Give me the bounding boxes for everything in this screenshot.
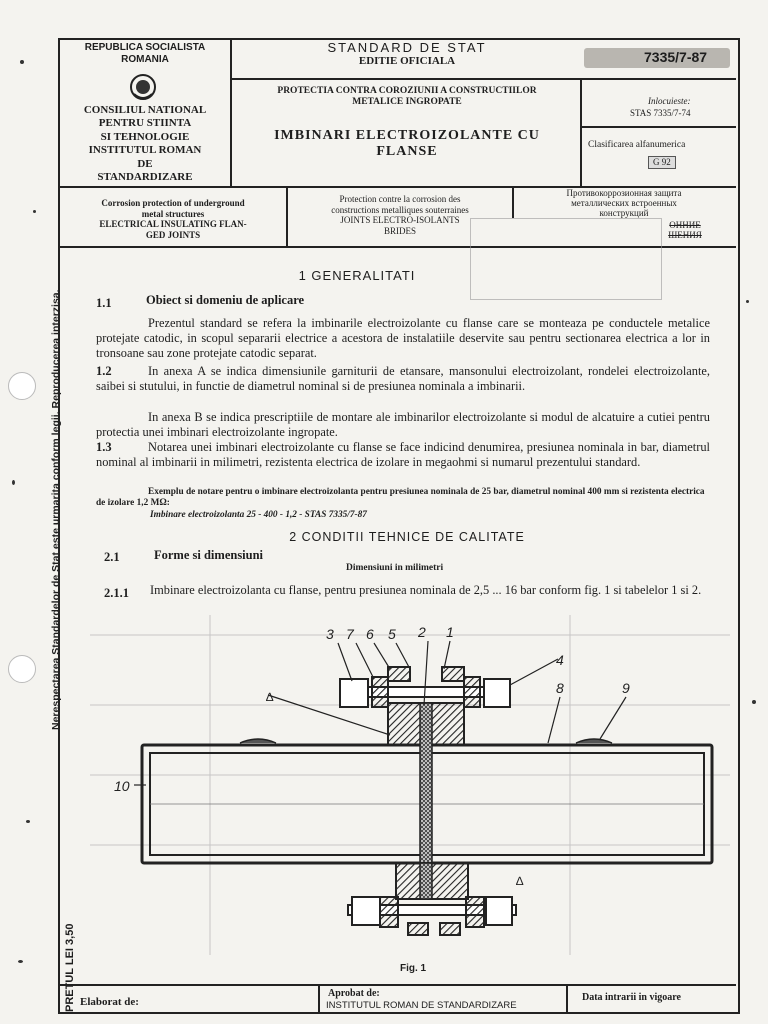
header-divider: [580, 126, 736, 128]
clause-number: 2.1.1: [104, 586, 129, 600]
part-label: 3: [326, 626, 334, 642]
price-label: PRETUL LEI 3,50: [64, 923, 76, 1012]
part-label: 7: [346, 626, 354, 642]
title-russian: Противокоррозионная защита металлических встроенных конструкций: [566, 188, 682, 218]
effective-date: Data intrarii in vigoare: [582, 992, 681, 1003]
classification-label: Clasificarea alfanumerica: [588, 140, 686, 150]
clause-number: 1.1: [96, 296, 112, 310]
standard-number: 7335/7-87: [644, 49, 708, 65]
paragraph: In anexa B se indica prescriptiile de montare ale imbinarilor electroizolante si modul de alcatuire a cutiei pentru protectia unei imbinari electroizolante ingropate.: [96, 410, 710, 439]
approved-by-org: INSTITUTUL ROMAN DE STANDARDIZARE: [326, 1000, 517, 1011]
title-russian-cont: ОННИЕ ШЕНИЯ: [668, 220, 702, 240]
clause-number: 1.3: [96, 440, 112, 454]
part-label: 9: [622, 680, 630, 696]
classification-value: G 92: [648, 156, 676, 169]
clause-number: 2.1: [104, 550, 120, 564]
weld-bead: [576, 739, 612, 743]
elaborated-by: Elaborat de:: [80, 996, 139, 1008]
institute-name: CONSILIUL NATIONAL PENTRU STIINTA SI TEHNOLOGIE INSTITUTUL ROMAN DE STANDARDIZARE: [83, 104, 207, 184]
punch-hole-top: [8, 372, 36, 400]
paragraph: In anexa A se indica dimensiunile garniturii de etansare, mansonului electroizolant, rondelei electroizolante, saibei si stutului, in functie de diametrul nominal si de presiunea nominala a imbinarii.: [96, 364, 710, 393]
paragraph: Notarea unei imbinari electroizolante cu flanse se face indicind denumirea, presiunea nominala in bar, diametrul nominal al imbinarii in milimetri, rezistenta electrica de izolare in megaohmi si numarul prezentului standard.: [96, 440, 710, 469]
scan-speck: [20, 60, 24, 64]
clause-title: Forme si dimensiuni: [154, 548, 264, 562]
weld-bead: [240, 739, 276, 743]
part-label: 1: [446, 624, 454, 640]
gasket: [420, 863, 432, 899]
weld-symbol: ∆: [266, 690, 274, 704]
notation-example-code: Imbinare electroizolanta 25 - 400 - 1,2 - STAS 7335/7-87: [150, 510, 367, 520]
bolt-bottom: [348, 897, 516, 935]
footer-divider: [566, 984, 568, 1012]
figure-caption: Fig. 1: [400, 963, 427, 974]
dimensions-note: Dimensiuni in milimetri: [346, 563, 444, 573]
notation-example: Exemplu de notare pentru o imbinare electroizolanta pentru presiunea nominala de 25 bar, diametrul nominal 400 mm si rezistenta electrica de izolare 1,2 MΩ:: [96, 487, 705, 508]
scan-speck: [746, 300, 749, 303]
title-french: Protection contre la corrosion des constructions metalliques souterraines JOINTS ELECTRO-ISOLANTS BRIDES: [331, 194, 469, 236]
emblem-icon: [128, 72, 158, 102]
ghost-frame: [470, 218, 662, 300]
flanged-joint-drawing: [90, 615, 730, 955]
footer-divider: [58, 984, 736, 986]
document-title: IMBINARI ELECTROIZOLANTE CU FLANSE: [274, 128, 540, 159]
standard-label: STANDARD DE STAT: [327, 40, 487, 55]
footer-divider: [318, 984, 320, 1012]
replaces-label: Inlocuieste:: [648, 96, 691, 106]
scan-speck: [18, 960, 23, 963]
clause-title: Obiect si domeniu de aplicare: [146, 293, 305, 307]
legal-notice: Nerespectarea Standardelor de Stat este urmarita conform legii. Reproducerea interzisa.: [50, 289, 62, 730]
section-heading: 1 GENERALITATI: [298, 268, 416, 283]
approved-by-label: Aprobat de:: [328, 988, 380, 999]
part-label: 5: [388, 626, 396, 642]
scan-speck: [33, 210, 36, 213]
part-label: 4: [556, 652, 564, 668]
gasket: [420, 703, 432, 863]
edition-label: EDITIE OFICIALA: [358, 55, 456, 67]
punch-hole-bottom: [8, 655, 36, 683]
replaces-value: STAS 7335/7-74: [630, 108, 691, 118]
paragraph: Imbinare electroizolanta cu flanse, pentru presiunea nominala de 2,5 ... 16 bar conform fig. 1 si tabelelor 1 si 2.: [150, 583, 702, 597]
part-label: 6: [366, 626, 374, 642]
weld-symbol: ∆: [516, 874, 524, 888]
part-label: 10: [114, 778, 130, 794]
part-label: 2: [418, 624, 426, 640]
scan-speck: [26, 820, 30, 823]
topic-title: PROTECTIA CONTRA COROZIUNII A CONSTRUCTIILOR METALICE INGROPATE: [277, 86, 537, 107]
country-name: REPUBLICA SOCIALISTA ROMANIA: [84, 42, 206, 65]
clause-number: 1.2: [96, 364, 112, 378]
scan-speck: [752, 700, 756, 704]
paragraph: Prezentul standard se refera la imbinarile electroizolante cu flanse care se monteaza pe conductele metalice protejate catodic, in scopul separarii electrice a acestora de instalatiile deservite sau pentru sectionarea electrica a lor in tronsoane sau zone protejate catodic separat.: [96, 316, 710, 360]
title-english: Corrosion protection of underground metal structures ELECTRICAL INSULATING FLAN- GED JOINTS: [99, 198, 247, 240]
part-label: 8: [556, 680, 564, 696]
header-divider: [230, 78, 736, 80]
section-heading: 2 CONDITII TEHNICE DE CALITATE: [289, 530, 525, 544]
scan-speck: [12, 480, 15, 485]
